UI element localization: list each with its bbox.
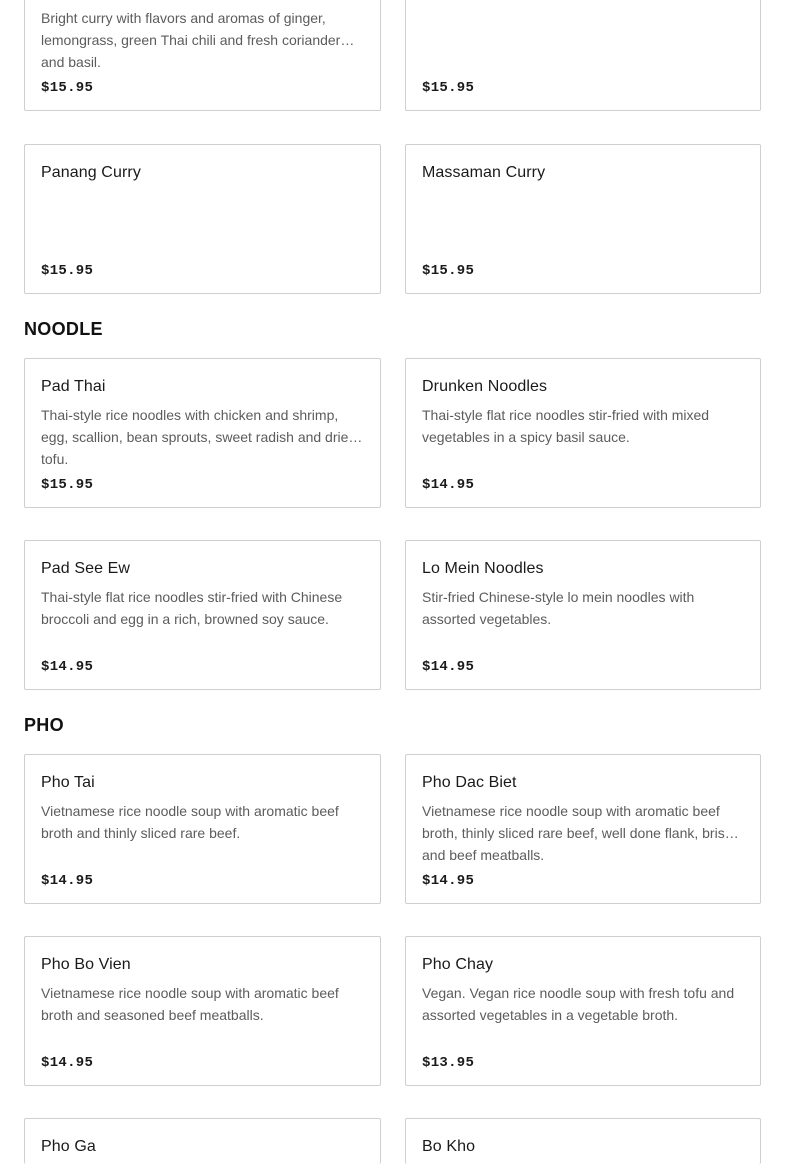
menu-item-name: Pho Tai <box>41 774 95 791</box>
menu-item-description: Vegan. Vegan rice noodle soup with fresh tofu and assorted vegetables in a vegetable broth. <box>422 985 735 1023</box>
section-title-noodle: NOODLE <box>24 319 103 339</box>
menu-item-name: Pho Dac Biet <box>422 774 517 791</box>
menu-item-price: $14.95 <box>41 659 94 675</box>
menu-item-card-drunken-noodles[interactable] <box>405 358 761 508</box>
menu-item-description: Bright curry with flavors and aromas of ginger, lemongrass, green Thai chili and fresh coriander and basil. <box>41 10 341 70</box>
menu-item-price: $14.95 <box>422 873 475 889</box>
menu-item-name: Lo Mein Noodles <box>422 560 544 577</box>
menu-item-card-pho-ga[interactable] <box>24 1118 381 1164</box>
menu-item-price: $15.95 <box>41 263 94 279</box>
menu-item-price: $15.95 <box>41 477 94 493</box>
menu-item-card-pho-bo-vien[interactable] <box>24 936 381 1086</box>
menu-item-price: $14.95 <box>422 477 475 493</box>
menu-item-description: Vietnamese rice noodle soup with aromatic beef broth and thinly sliced rare beef. <box>41 803 339 841</box>
menu-item-name: Bo Kho <box>422 1138 476 1155</box>
menu-item-card-pho-chay[interactable] <box>405 936 761 1086</box>
menu-item-card-massaman-curry[interactable] <box>405 144 761 294</box>
section-title-pho: PHO <box>24 715 64 735</box>
menu-item-price: $14.95 <box>41 873 94 889</box>
menu-item-name: Panang Curry <box>41 164 141 181</box>
menu-item-description: Thai-style flat rice noodles stir-fried with mixed vegetables in a spicy basil sauce. <box>422 407 710 445</box>
menu-item-price: $15.95 <box>422 263 475 279</box>
menu-item-card-pho-tai[interactable] <box>24 754 381 904</box>
menu-item-description: Stir-fried Chinese-style lo mein noodles with assorted vegetables. <box>422 589 695 627</box>
menu-item-name: Pho Bo Vien <box>41 956 131 973</box>
menu-item-card-panang-curry[interactable] <box>24 144 381 294</box>
menu-item-card-pho-dac-biet[interactable] <box>405 754 761 904</box>
menu-item-description: Thai-style flat rice noodles stir-fried with Chinese broccoli and egg in a rich, browned soy sauce. <box>41 589 343 627</box>
menu-item-price: $15.95 <box>41 80 94 96</box>
menu-item-name: Massaman Curry <box>422 164 546 181</box>
menu-item-price: $15.95 <box>422 80 475 96</box>
menu-item-name: Drunken Noodles <box>422 378 548 395</box>
menu-item-description: Vietnamese rice noodle soup with aromatic beef broth and seasoned beef meatballs. <box>41 985 339 1023</box>
menu-item-price: $13.95 <box>422 1055 475 1071</box>
menu-item-card-green-curry[interactable] <box>24 0 381 111</box>
menu-item-card-pad-see-ew[interactable] <box>24 540 381 690</box>
menu-item-description: Vietnamese rice noodle soup with aromatic beef broth, thinly sliced rare beef, well done flank, brisket and beef meatballs. <box>422 803 744 863</box>
menu-item-card-lo-mein-noodles[interactable] <box>405 540 761 690</box>
menu-item-price: $14.95 <box>422 659 475 675</box>
menu-item-description: Thai-style rice noodles with chicken and shrimp, egg, scallion, bean sprouts, sweet radish and dried tofu. <box>41 407 357 467</box>
menu-item-card-pad-thai[interactable] <box>24 358 381 508</box>
menu-item-name: Pad Thai <box>41 378 106 395</box>
menu-item-price: $14.95 <box>41 1055 94 1071</box>
menu-item-name: Pad See Ew <box>41 560 131 577</box>
menu-item-card-red-curry[interactable] <box>405 0 761 111</box>
menu-item-name: Pho Ga <box>41 1138 96 1155</box>
menu-item-name: Pho Chay <box>422 956 494 973</box>
menu-item-card-bo-kho[interactable] <box>405 1118 761 1164</box>
